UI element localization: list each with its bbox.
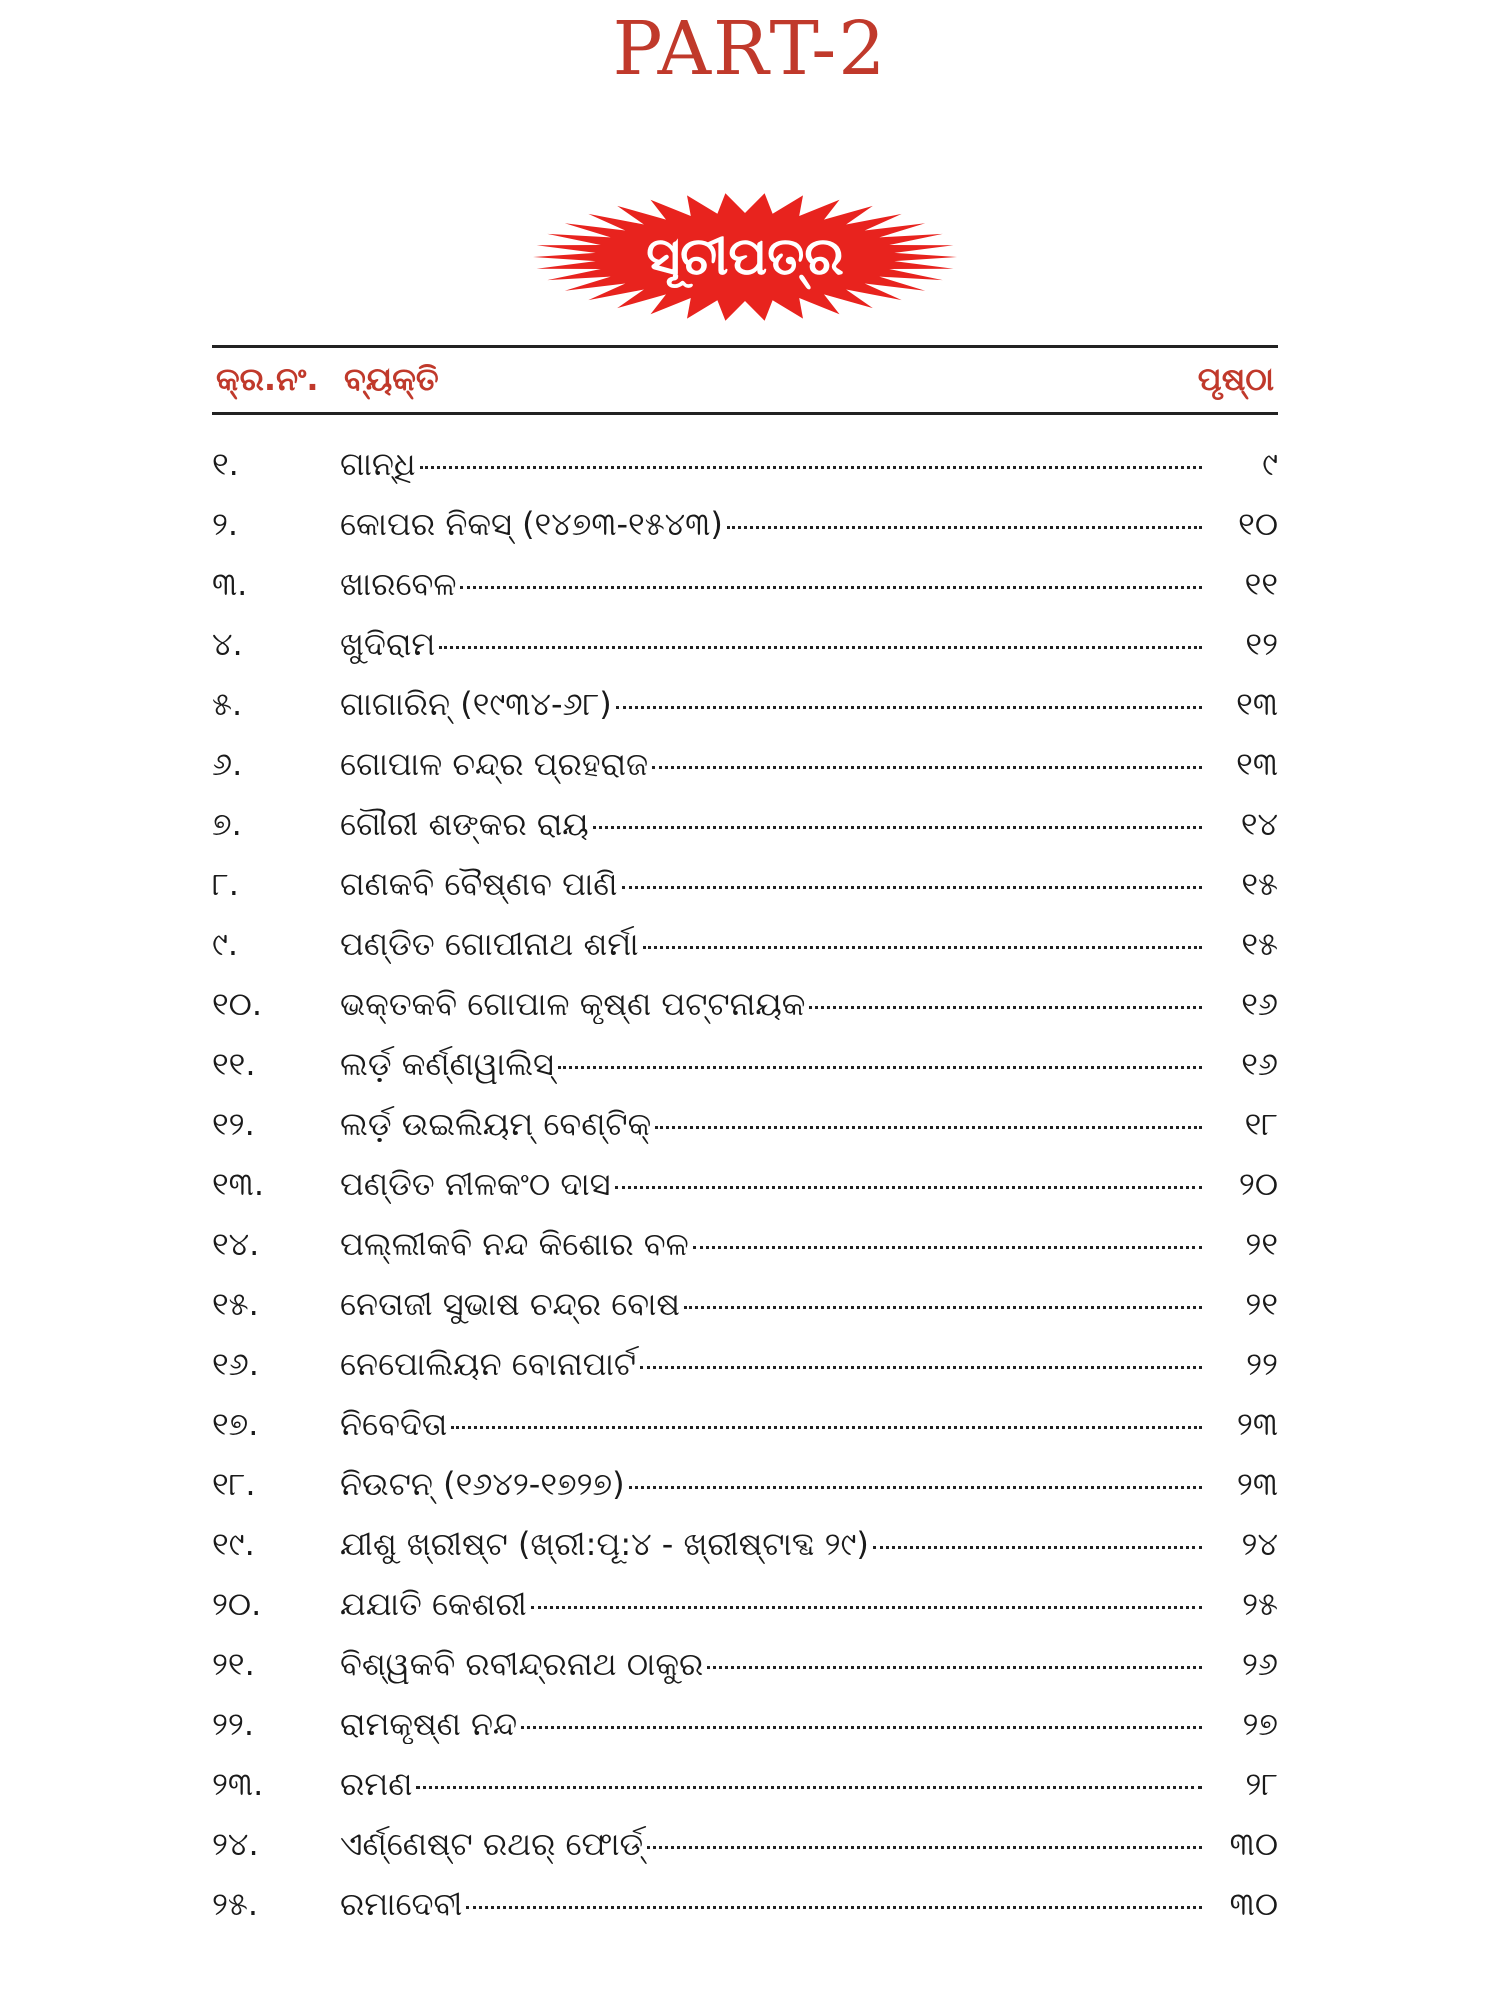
toc-row <box>212 440 1278 500</box>
toc-header <box>212 350 1278 410</box>
toc-entry <box>340 444 1202 484</box>
toc-name: ଗୋପାଳ ଚନ୍ଦ୍ର ପ୍ରହରାଜ <box>340 745 649 783</box>
toc-name: ପଲ୍ଲୀକବି ନନ୍ଦ କିଶୋର ବଳ <box>340 1225 689 1263</box>
toc-page: ୨୮ <box>1245 1765 1278 1803</box>
dot-leader <box>707 1666 1202 1669</box>
toc-row <box>212 1820 1278 1880</box>
toc-serial: ୧୦. <box>212 985 263 1023</box>
toc-row <box>212 1220 1278 1280</box>
toc-entry <box>340 1464 1202 1504</box>
toc-page: ୧୩ <box>1236 745 1278 783</box>
toc-entry <box>340 504 1202 544</box>
toc-entry <box>340 924 1202 964</box>
dot-leader <box>655 1126 1202 1129</box>
toc-entry <box>340 1524 1202 1564</box>
toc-page: ୨୧ <box>1245 1285 1278 1323</box>
toc-name: ନିଉଟନ୍ (୧୬୪୨-୧୭୨୭) <box>340 1465 625 1503</box>
toc-row <box>212 560 1278 620</box>
toc-serial: ୧. <box>212 445 239 483</box>
header-page: ପୃଷ୍ଠା <box>1197 360 1274 398</box>
toc-name: ବିଶ୍ୱକବି ରବୀନ୍ଦ୍ରନାଥ ଠାକୁର <box>340 1645 704 1683</box>
toc-entry <box>340 1044 1202 1084</box>
toc-name: ନିବେଦିତା <box>340 1405 448 1443</box>
toc-page: ୧୮ <box>1244 1105 1278 1143</box>
toc-serial: ୨୦. <box>212 1585 262 1623</box>
toc-entry <box>340 1824 1202 1864</box>
toc-row <box>212 860 1278 920</box>
dot-leader <box>416 1786 1202 1789</box>
toc-row <box>212 800 1278 860</box>
toc-name: ଖାରବେଳ <box>340 565 457 603</box>
toc-name: ଯଯାତି କେଶରୀ <box>340 1585 527 1623</box>
header-top-rule <box>212 345 1278 348</box>
toc-name: ଗାଗାରିନ୍ (୧୯୩୪-୬୮) <box>340 685 612 723</box>
toc-entry <box>340 864 1202 904</box>
toc-row <box>212 1700 1278 1760</box>
toc-entry <box>340 744 1202 784</box>
dot-leader <box>640 1366 1202 1369</box>
toc-serial: ୧୩. <box>212 1165 264 1203</box>
toc-serial: ୨୫. <box>212 1885 259 1923</box>
toc-page: ୩୦ <box>1229 1885 1278 1923</box>
dot-leader <box>615 1186 1202 1189</box>
toc-serial: ୬. <box>212 745 243 783</box>
toc-row <box>212 1100 1278 1160</box>
dot-leader <box>652 766 1202 769</box>
toc-row <box>212 1040 1278 1100</box>
toc-row <box>212 740 1278 800</box>
toc-page: ୨୨ <box>1246 1345 1278 1383</box>
toc-serial: ୧୯. <box>212 1525 255 1563</box>
toc-page: ୨୦ <box>1238 1165 1278 1203</box>
toc-serial: ୨୩. <box>212 1765 264 1803</box>
toc-entry <box>340 1584 1202 1624</box>
toc-name: ରମାଦେବୀ <box>340 1885 463 1923</box>
toc-entry <box>340 1224 1202 1264</box>
toc-serial: ୧୧. <box>212 1045 256 1083</box>
dot-leader <box>809 1006 1202 1009</box>
toc-page: ୧୦ <box>1238 505 1278 543</box>
toc-row <box>212 500 1278 560</box>
dot-leader <box>684 1306 1202 1309</box>
toc-row <box>212 1280 1278 1340</box>
toc-page: ୧୫ <box>1241 865 1278 903</box>
header-name: ବ୍ୟକ୍ତି <box>344 360 439 398</box>
toc-entry <box>340 624 1202 664</box>
toc-row <box>212 1640 1278 1700</box>
toc-page: ୩୦ <box>1229 1825 1278 1863</box>
toc-serial: ୧୪. <box>212 1225 260 1263</box>
toc-name: ନେତାଜୀ ସୁଭାଷ ଚନ୍ଦ୍ର ବୋଷ <box>340 1285 680 1323</box>
toc-row <box>212 620 1278 680</box>
header-bottom-rule <box>212 412 1278 415</box>
toc-row <box>212 1460 1278 1520</box>
part-title: PART-2 <box>612 6 888 92</box>
toc-row <box>212 1400 1278 1460</box>
dot-leader <box>558 1066 1202 1069</box>
toc-entry <box>340 1344 1202 1384</box>
toc-page: ୧୫ <box>1241 925 1278 963</box>
toc-page: ୨୩ <box>1236 1465 1278 1503</box>
toc-entry <box>340 1704 1202 1744</box>
toc-name: ଲର୍ଡ଼ କର୍ଣ୍ଣୱାଲିସ୍ <box>340 1045 554 1083</box>
toc-row <box>212 1880 1278 1940</box>
toc-serial: ୫. <box>212 685 243 723</box>
toc-serial: ୧୬. <box>212 1345 259 1383</box>
toc-page: ୧୬ <box>1241 1045 1278 1083</box>
toc-serial: ୧୮. <box>212 1465 256 1503</box>
toc-name: ଗଣକବି ବୈଷ୍ଣବ ପାଣି <box>340 865 618 903</box>
toc-row <box>212 980 1278 1040</box>
dot-leader <box>622 886 1203 889</box>
toc-entry <box>340 984 1202 1024</box>
toc-serial: ୨୧. <box>212 1645 255 1683</box>
dot-leader <box>460 586 1202 589</box>
toc-entry <box>340 1764 1202 1804</box>
dot-leader <box>420 466 1202 469</box>
toc-name: ରାମକୃଷ୍ଣ ନନ୍ଦ <box>340 1705 518 1743</box>
dot-leader <box>727 526 1202 529</box>
toc-name: କୋପର ନିକସ୍ (୧୪୭୩-୧୫୪୩) <box>340 505 723 543</box>
toc-entry <box>340 684 1202 724</box>
dot-leader <box>593 826 1202 829</box>
toc-row <box>212 1760 1278 1820</box>
toc-row <box>212 680 1278 740</box>
toc-page: ୨୧ <box>1245 1225 1278 1263</box>
toc-serial: ୧୫. <box>212 1285 259 1323</box>
toc-name: ରମଣ <box>340 1765 413 1803</box>
toc-name: ଭକ୍ତକବି ଗୋପାଳ କୃଷ୍ଣ ପଟ୍ଟନାୟକ <box>340 985 806 1023</box>
dot-leader <box>629 1486 1202 1489</box>
dot-leader <box>451 1426 1202 1429</box>
toc-page: ୧୪ <box>1240 805 1278 843</box>
toc-entry <box>340 1644 1202 1684</box>
toc-serial: ୮. <box>212 865 239 903</box>
toc-list <box>212 440 1278 1940</box>
toc-row <box>212 1580 1278 1640</box>
toc-entry <box>340 1884 1202 1924</box>
toc-serial: ୭. <box>212 805 242 843</box>
dot-leader <box>521 1726 1202 1729</box>
toc-serial: ୧୭. <box>212 1405 259 1443</box>
toc-entry <box>340 1404 1202 1444</box>
toc-page: ୨୫ <box>1242 1585 1278 1623</box>
toc-page: ୨୭ <box>1242 1705 1278 1743</box>
toc-name: ଯୀଶୁ ଖ୍ରୀଷ୍ଟ (ଖ୍ରୀ:ପୂ:୪ - ଖ୍ରୀଷ୍ଟାବ୍ଦ ୨୯) <box>340 1525 869 1563</box>
toc-page: ୧୬ <box>1241 985 1278 1023</box>
toc-entry <box>340 564 1202 604</box>
toc-entry <box>340 1164 1202 1204</box>
toc-page: ୧୨ <box>1245 625 1278 663</box>
dot-leader <box>873 1546 1202 1549</box>
toc-name: ଖୁଦିରାମ <box>340 625 436 663</box>
toc-entry <box>340 804 1202 844</box>
toc-entry <box>340 1284 1202 1324</box>
toc-row <box>212 1340 1278 1400</box>
toc-name: ଲର୍ଡ଼ ଉଇଲିୟମ୍ ବେଣ୍ଟିକ୍ <box>340 1105 652 1143</box>
toc-name: ପଣ୍ଡିତ ଗୋପୀନାଥ ଶର୍ମା <box>340 925 639 963</box>
toc-row <box>212 1520 1278 1580</box>
dot-leader <box>439 646 1202 649</box>
dot-leader <box>647 1846 1202 1849</box>
toc-serial: ୨. <box>212 505 239 543</box>
contents-banner <box>530 192 960 322</box>
toc-serial: ୪. <box>212 625 243 663</box>
toc-name: ପଣ୍ଡିତ ନୀଳକଂଠ ଦାସ <box>340 1165 611 1203</box>
dot-leader <box>466 1906 1202 1909</box>
toc-serial: ୧୨. <box>212 1105 255 1143</box>
toc-name: ଗୌରୀ ଶଙ୍କର ରାୟ <box>340 805 589 843</box>
toc-name: ଗାନ୍ଧି <box>340 445 416 483</box>
dot-leader <box>643 946 1202 949</box>
dot-leader <box>531 1606 1202 1609</box>
toc-page: ୨୬ <box>1241 1645 1278 1683</box>
toc-page: ୨୩ <box>1236 1405 1278 1443</box>
toc-serial: ୨୪. <box>212 1825 259 1863</box>
toc-page: ୧୧ <box>1244 565 1278 603</box>
toc-page: ୧୩ <box>1236 685 1278 723</box>
dot-leader <box>693 1246 1202 1249</box>
toc-page: ୨୪ <box>1241 1525 1278 1563</box>
contents-title: ସୂଚୀପତ୍ର <box>646 227 844 287</box>
toc-row <box>212 920 1278 980</box>
toc-name: ନେପୋଲିୟନ ବୋନାପାର୍ଟ <box>340 1345 637 1383</box>
toc-entry <box>340 1104 1202 1144</box>
dot-leader <box>616 706 1202 709</box>
toc-name: ଏର୍ଣ୍ଣେଷ୍ଟ ରଥର୍ ଫୋର୍ଡ୍ <box>340 1825 644 1863</box>
toc-serial: ୩. <box>212 565 248 603</box>
toc-row <box>212 1160 1278 1220</box>
toc-page: ୯ <box>1262 445 1278 483</box>
toc-serial: ୯. <box>212 925 239 963</box>
toc-serial: ୨୨. <box>212 1705 255 1743</box>
header-serial: କ୍ର.ନଂ. <box>216 360 319 398</box>
